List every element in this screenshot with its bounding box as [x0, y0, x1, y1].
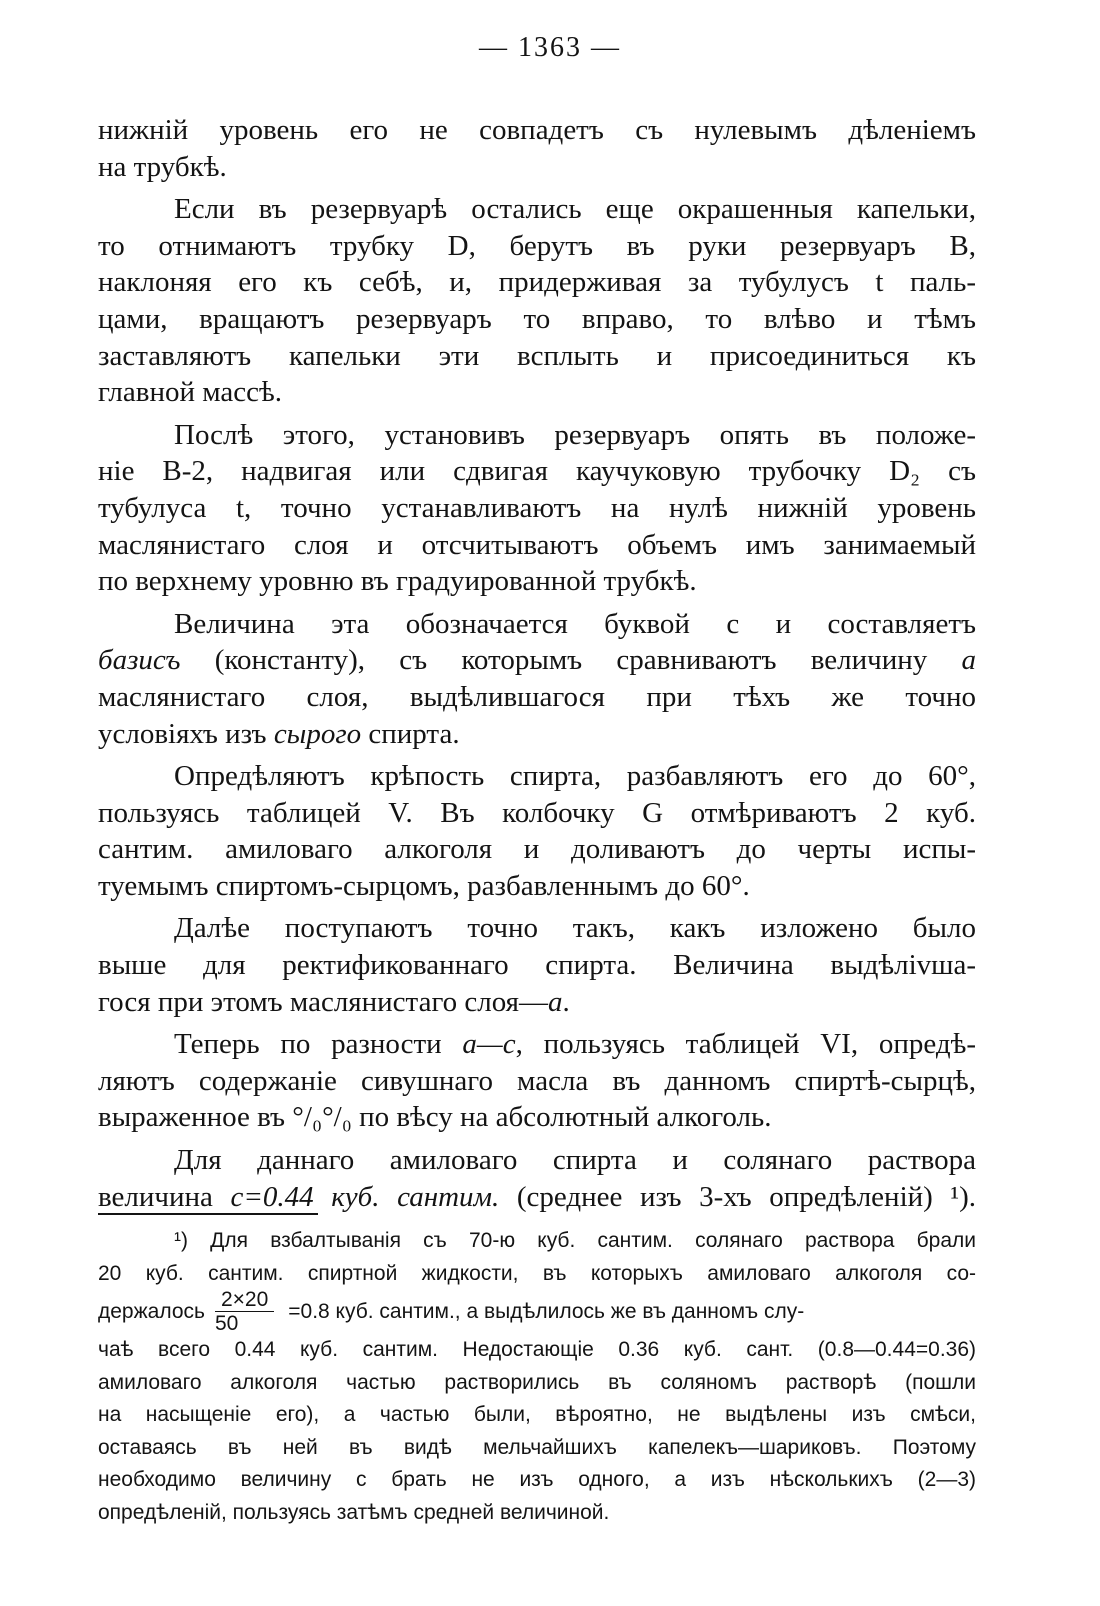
paragraph-1	[98, 112, 976, 185]
text-line: по верхнему уровню въ градуированной трубкѣ.	[98, 565, 697, 598]
paragraph-6	[98, 910, 976, 1020]
fraction-numerator: 2×20	[215, 1290, 274, 1312]
paragraph-2	[98, 191, 976, 411]
footnote-line: оставаясь въ ней въ видѣ мельчайшихъ капелекъ—шариковъ. Поэтому	[98, 1435, 976, 1459]
footnote-line: необходимо величину c брать не изъ одного, а изъ нѣсколькихъ (2—3)	[98, 1468, 976, 1491]
text-line: маслянистаго слоя, выдѣлившагося при тѣхъ же точно	[98, 680, 976, 713]
paragraph-3	[98, 417, 976, 600]
text-line: тубулуса t, точно устанавливаютъ на нулѣ нижній уровень	[98, 491, 976, 524]
italic-formula: c=0.44 куб. сантим.	[230, 1180, 500, 1213]
text-span: .	[562, 985, 570, 1018]
italic-term: базисъ	[98, 644, 181, 677]
footnote-line: амиловаго алкоголя частью растворились въ соляномъ растворѣ (пошли	[98, 1370, 976, 1394]
text-span: величина	[98, 1180, 231, 1213]
text-span: держалось	[98, 1300, 205, 1323]
text-line: выше для ректификованнаго спирта. Величина выдѣлivша-	[98, 949, 976, 982]
text-line: туемымъ спиртомъ-сырцомъ, разбавленнымъ до 60°.	[98, 869, 750, 902]
text-span: (константу), съ которымъ сравниваютъ величину	[180, 644, 962, 677]
text-line	[98, 1179, 976, 1216]
text-line: выраженное въ °/₀°/₀ по вѣсу на абсолютный алкоголь.	[98, 1101, 772, 1134]
italic-variable: a	[961, 644, 976, 677]
text-line	[98, 716, 976, 753]
text-line: на трубкѣ.	[98, 150, 227, 183]
text-line	[98, 642, 976, 679]
footnote	[98, 1225, 976, 1529]
text-line: цами, вращаютъ резервуаръ то вправо, то влѣво и тѣмъ	[98, 302, 976, 335]
footnote-line: ¹) Для взбалтыванія съ 70-ю куб. сантим. солянаго раствора брали	[174, 1229, 976, 1252]
paragraph-7	[98, 1026, 976, 1136]
footnote-divider	[98, 1213, 318, 1215]
text-line	[98, 984, 976, 1021]
italic-term: сырого	[273, 717, 362, 750]
italic-variable: a	[548, 985, 563, 1018]
text-line: наклоняя его къ себѣ, и, придерживая за тубулусъ t паль-	[98, 266, 976, 299]
paragraph-8	[98, 1142, 976, 1215]
footnote-line: на насыщеніе его), а частью были, вѣроятно, не выдѣлены изъ смѣси,	[98, 1403, 976, 1426]
text-line	[98, 1026, 976, 1063]
text-line: то отнимаютъ трубку D, берутъ въ руки резервуаръ B,	[98, 229, 976, 262]
text-line: Величина эта обозначается буквой c и составляетъ	[174, 607, 976, 640]
footnote-line: чаѣ всего 0.44 куб. сантим. Недостающіе 0.36 куб. сант. (0.8—0.44=0.36)	[98, 1338, 976, 1361]
text-line: нижній уровень его не совпадетъ съ нулевымъ дѣленіемъ	[98, 114, 976, 146]
text-line: пользуясь таблицей V. Въ колбочку G отмѣриваютъ 2 куб.	[98, 796, 976, 829]
italic-formula: a—c	[462, 1028, 516, 1061]
text-line: ніе B-2, надвигая или сдвигая каучуковую трубочку D₂ съ	[98, 455, 976, 488]
main-text	[98, 112, 976, 1221]
text-line: маслянистаго слоя и отсчитываютъ объемъ имъ занимаемый	[98, 528, 976, 561]
text-span: спирта.	[361, 717, 460, 750]
text-line: сантим. амиловаго алкоголя и доливаютъ до черты испы-	[98, 833, 976, 866]
text-span: =0.8 куб. сантим., а выдѣлилось же въ данномъ слу-	[288, 1300, 805, 1323]
text-span: Теперь по разности	[174, 1028, 463, 1061]
text-span: (среднее изъ 3-хъ опредѣленій) ¹).	[499, 1180, 976, 1213]
text-span: , пользуясь таблицей VI, опредѣ-	[515, 1028, 976, 1061]
footnote-line: 20 куб. сантим. спиртной жидкости, въ которыхъ амиловаго алкоголя со-	[98, 1261, 976, 1285]
footnote-line	[98, 1290, 976, 1334]
text-line: Послѣ этого, установивъ резервуаръ опять въ положе-	[174, 418, 976, 451]
text-line: Далѣе поступаютъ точно такъ, какъ изложено было	[174, 912, 976, 945]
text-span: условіяхъ изъ	[98, 717, 274, 750]
text-line: главной массѣ.	[98, 376, 283, 409]
paragraph-4	[98, 606, 976, 752]
text-span: гося при этомъ маслянистаго слоя—	[98, 985, 548, 1018]
fraction	[215, 1290, 274, 1334]
page-number: — 1363 —	[479, 32, 621, 63]
footnote-line: опредѣленій, пользуясь затѣмъ средней величиной.	[98, 1500, 610, 1524]
text-line: Если въ резервуарѣ остались еще окрашенныя капельки,	[174, 193, 976, 226]
text-line: Опредѣляютъ крѣпость спирта, разбавляютъ его до 60°,	[174, 760, 976, 793]
paragraph-5	[98, 758, 976, 904]
fraction-denominator: 50	[214, 1312, 239, 1336]
text-line: заставляютъ капельки эти всплыть и присоединиться къ	[98, 339, 976, 372]
text-line: ляютъ содержаніе сивушнаго масла въ данномъ спиртѣ-сырцѣ,	[98, 1064, 976, 1097]
text-line: Для даннаго амиловаго спирта и солянаго раствора	[174, 1144, 976, 1177]
